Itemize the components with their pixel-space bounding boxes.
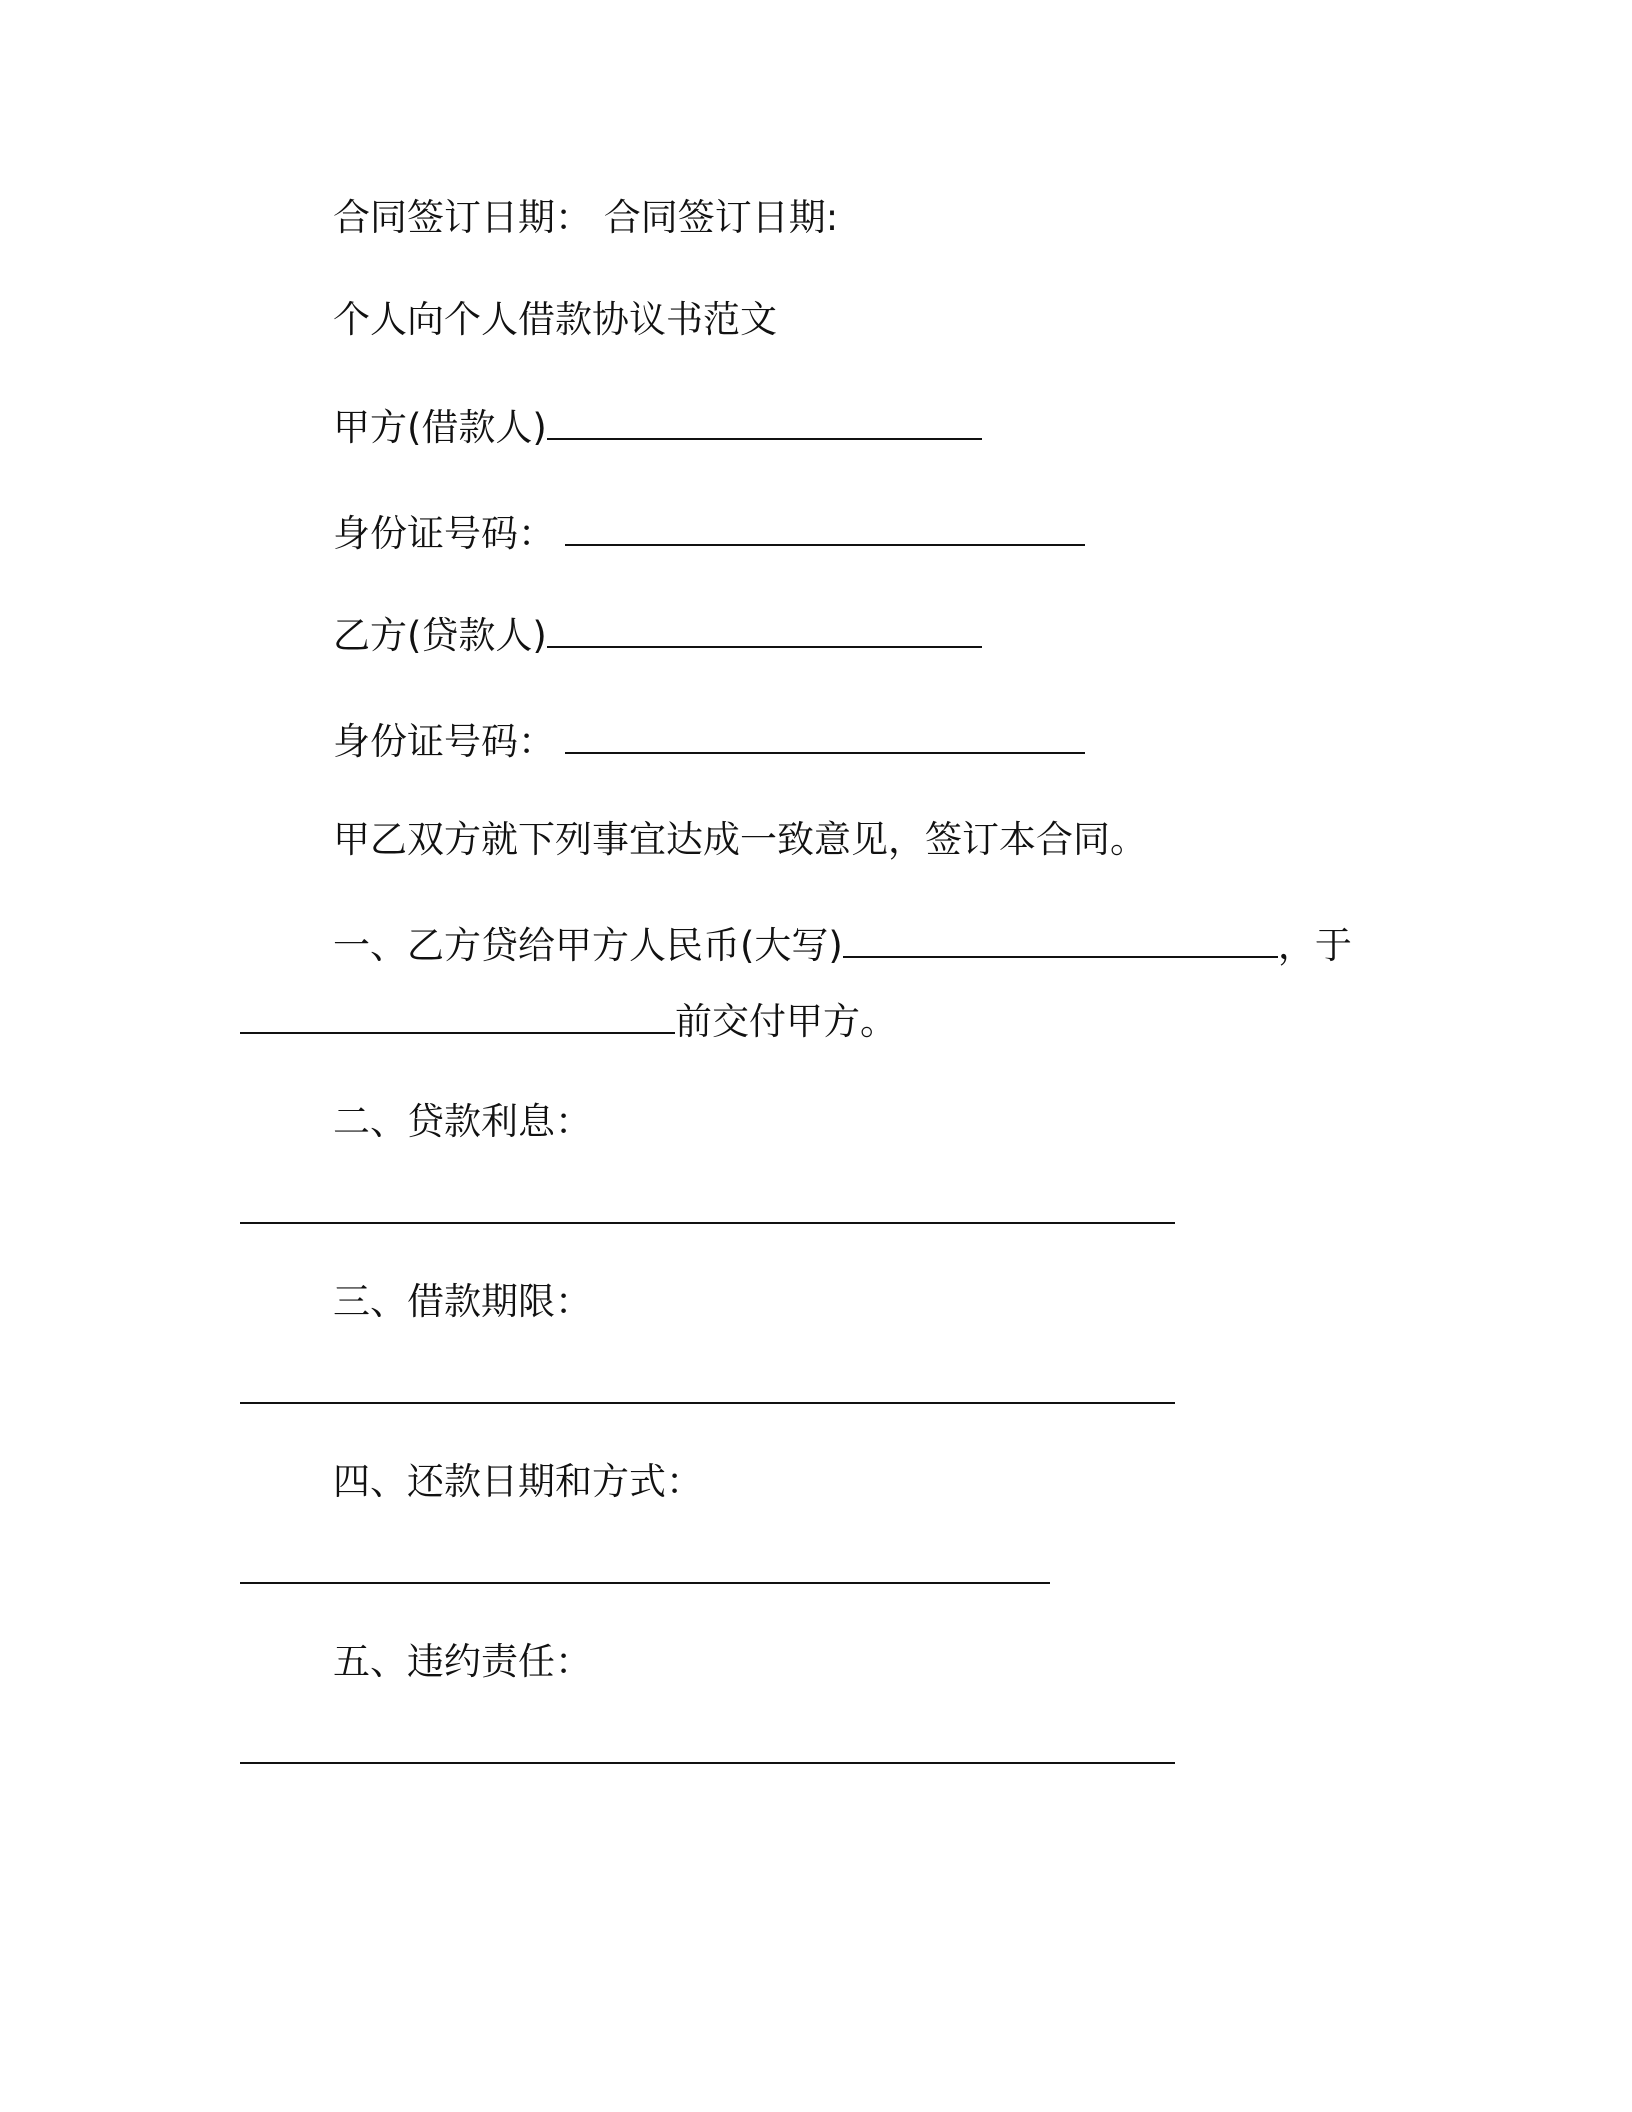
clause-2-text: 二、贷款利息： [333,1100,592,1143]
party-b-id-blank [565,716,1085,754]
agreement-text: 甲乙双方就下列事宜达成一致意见，签订本合同。 [333,818,1147,861]
clause-4-text: 四、还款日期和方式： [333,1460,703,1503]
document-title [333,298,777,342]
clause-1-mid-text: ，于 [1277,924,1352,967]
clause-1-text: 一、乙方贷给甲方人民币(大写) [333,924,843,967]
clause-1-post-text: 前交付甲方。 [675,1000,897,1043]
clause-4-blank [240,1582,1050,1584]
party-b-id-line [333,716,1085,764]
party-b-label: 乙方(贷款人) [333,614,547,657]
signing-date-line [333,196,838,240]
party-a-id-label: 身份证号码： [333,512,555,555]
clause-1-line [333,920,1352,968]
clause-5-text: 五、违约责任： [333,1640,592,1683]
party-a-id-line [333,508,1085,556]
clause-2-blank [240,1222,1175,1224]
party-a-line [333,402,982,450]
party-b-id-label: 身份证号码： [333,720,555,763]
clause-3-line [333,1280,592,1324]
party-a-id-blank [565,508,1085,546]
agreement-line [333,818,1147,862]
clause-3-blank [240,1402,1175,1404]
delivery-date-blank [240,996,675,1034]
clause-1-continued-line [240,996,897,1044]
clause-3-text: 三、借款期限： [333,1280,592,1323]
party-b-blank [547,610,982,648]
clause-5-line [333,1640,592,1684]
clause-5-blank [240,1762,1175,1764]
party-a-blank [547,402,982,440]
document-title-text: 个人向个人借款协议书范文 [333,298,777,341]
loan-amount-blank [843,920,1278,958]
clause-2-line [333,1100,592,1144]
party-b-line [333,610,982,658]
clause-4-line [333,1460,703,1504]
party-a-label: 甲方(借款人) [333,406,547,449]
signing-date-text: 合同签订日期： 合同签订日期: [333,196,839,239]
